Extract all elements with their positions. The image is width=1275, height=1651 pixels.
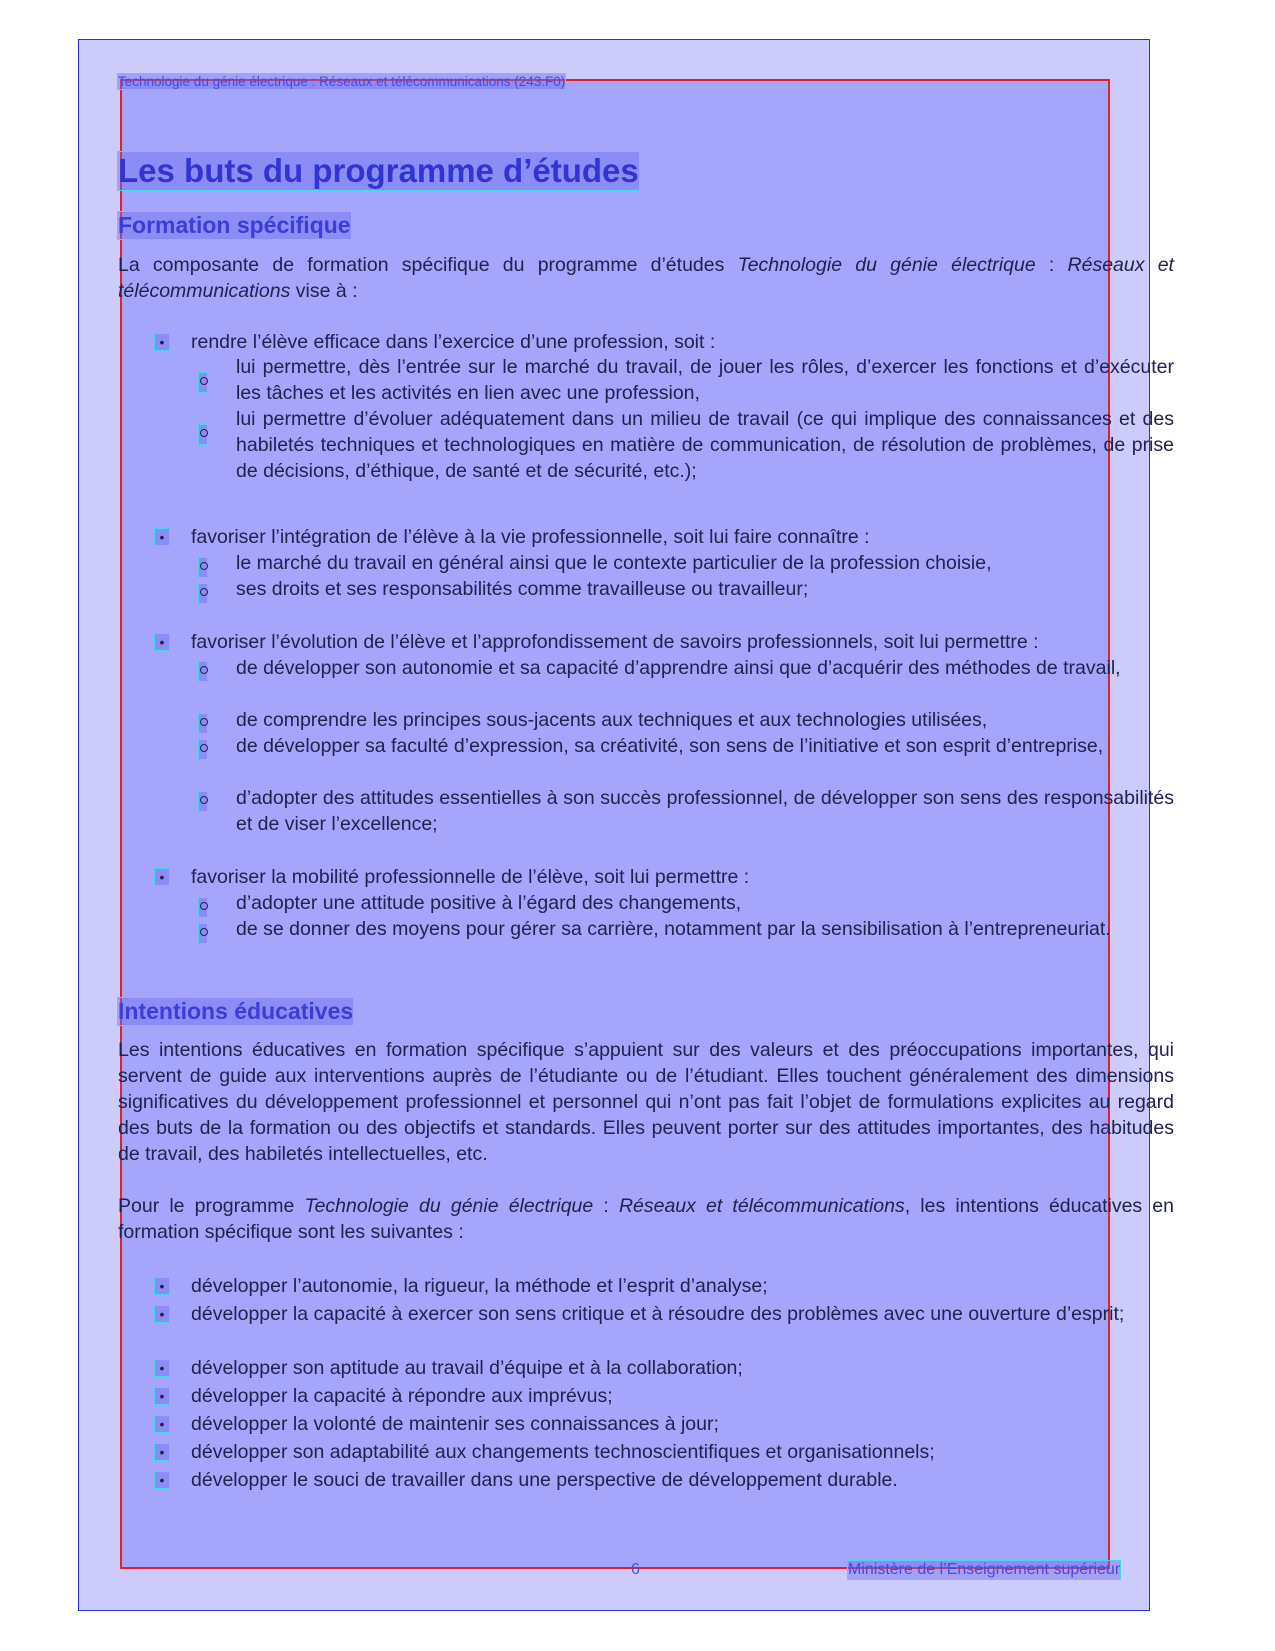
bullet-icon: • (155, 529, 169, 545)
circle-bullet-icon (198, 372, 208, 393)
para2-program-subtitle: Réseaux et télécommunications (618, 1195, 905, 1217)
sub-item: d’adopter des attitudes essentielles à son succès professionnel, de développer son sens des responsabilités et de viser l’excellence; (236, 787, 1174, 835)
circle-bullet-icon (198, 897, 208, 918)
sub-item: de développer son autonomie et sa capacité d’apprendre ainsi que d’acquérir des méthodes de travail, (236, 657, 1121, 679)
page-number: 6 (631, 1561, 640, 1578)
intention-item (155, 1355, 1175, 1381)
intention-item (155, 1467, 1175, 1493)
goal-text: favoriser l’évolution de l’élève et l’approfondissement de savoirs professionnels, soit lui permettre : (191, 631, 1039, 653)
bullet-icon: • (155, 1472, 169, 1488)
sub-item: lui permettre d’évoluer adéquatement dans un milieu de travail (ce qui implique des connaissances et des habiletés techniques et technologiques en matière de communication, de résolution de problèmes, de prise de décisions, d’éthique, de santé et de sécurité, etc.); (236, 408, 1174, 482)
intro-program-subtitle: Réseaux et télécommunications (118, 254, 1174, 302)
para2-program-title: Technologie du génie électrique (304, 1195, 594, 1217)
circle-bullet-icon (198, 791, 208, 812)
goal-text: favoriser l’intégration de l’élève à la vie professionnelle, soit lui faire connaître : (191, 526, 870, 548)
circle-bullet-icon (198, 583, 208, 604)
intention-item (155, 1301, 1175, 1353)
footer-publisher: Ministère de l’Enseignement supérieur (848, 1561, 1121, 1578)
sub-item: de développer sa faculté d’expression, sa créativité, son sens de l’initiative et son esprit d’entreprise, (236, 735, 1104, 757)
intentions-program-paragraph (118, 1193, 1174, 1245)
bullet-icon: • (155, 634, 169, 650)
sub-item: d’adopter une attitude positive à l’égard des changements, (236, 892, 742, 914)
intro-text-b: : (1035, 254, 1068, 276)
intro-program-title: Technologie du génie électrique (737, 254, 1036, 276)
page-title: Les buts du programme d’études (118, 152, 639, 189)
intention-text: développer son aptitude au travail d’équipe et à la collaboration; (191, 1357, 743, 1379)
circle-bullet-icon (198, 557, 208, 578)
circle-bullet-icon (198, 739, 208, 760)
circle-bullet-icon (198, 923, 208, 944)
formation-intro (118, 252, 1174, 304)
sub-item: lui permettre, dès l’entrée sur le marché du travail, de jouer les rôles, d’exercer les fonctions et d’exécuter les tâches et les activités en lien avec une profession, (236, 356, 1174, 404)
goal-text: favoriser la mobilité professionnelle de l’élève, soit lui permettre : (191, 866, 750, 888)
intro-text-c: vise à : (290, 280, 358, 302)
sub-item: ses droits et ses responsabilités comme travailleuse ou travailleur; (236, 578, 809, 600)
para2-text-a: Pour le programme (118, 1195, 305, 1217)
circle-bullet-icon (198, 661, 208, 682)
sub-item: de comprendre les principes sous-jacents aux techniques et aux technologies utilisées, (236, 709, 988, 731)
section-heading-intentions: Intentions éducatives (118, 998, 354, 1024)
intro-text-a: La composante de formation spécifique du programme d’études (118, 254, 738, 276)
bullet-icon: • (155, 1388, 169, 1404)
intention-text: développer le souci de travailler dans une perspective de développement durable. (191, 1469, 898, 1491)
intention-text: développer la capacité à exercer son sens critique et à résoudre des problèmes avec une ouverture d’esprit; (191, 1303, 1125, 1325)
circle-bullet-icon (198, 424, 208, 445)
goal-text: rendre l’élève efficace dans l’exercice d’une profession, soit : (191, 331, 716, 353)
intention-item (155, 1439, 1175, 1465)
para2-text-c: , les intentions éducatives en formation spécifique sont les suivantes : (118, 1195, 1174, 1243)
bullet-icon: • (155, 1416, 169, 1432)
para2-text-b: : (593, 1195, 619, 1217)
intention-item (155, 1411, 1175, 1437)
intention-item (155, 1383, 1175, 1409)
intention-text: développer la capacité à répondre aux imprévus; (191, 1385, 613, 1407)
intention-text: développer la volonté de maintenir ses connaissances à jour; (191, 1413, 719, 1435)
sub-item: le marché du travail en général ainsi que le contexte particulier de la profession choisie, (236, 552, 992, 574)
bullet-icon: • (155, 1278, 169, 1294)
bullet-icon: • (155, 1360, 169, 1376)
bullet-icon: • (155, 1444, 169, 1460)
intention-text: développer son adaptabilité aux changements technoscientifiques et organisationnels; (191, 1441, 935, 1463)
bullet-icon: • (155, 1306, 169, 1322)
intention-text: développer l’autonomie, la rigueur, la méthode et l’esprit d’analyse; (191, 1275, 768, 1297)
section-heading-formation: Formation spécifique (118, 212, 351, 238)
circle-bullet-icon (198, 713, 208, 734)
sub-item: de se donner des moyens pour gérer sa carrière, notamment par la sensibilisation à l’entrepreneuriat. (236, 918, 1111, 940)
intentions-paragraph: Les intentions éducatives en formation spécifique s’appuient sur des valeurs et des préoccupations importantes, qui servent de guide aux interventions auprès de l’étudiante ou de l’étudiant. Elles touchent généralement des dimensions significatives du développement professionnel et personnel qui n’ont pas fait l’objet de formulations explicites au regard des buts de la formation ou des objectifs et standards. Elles peuvent porter sur des attitudes importantes, des habitudes de travail, des habiletés intellectuelles, etc. (118, 1039, 1174, 1165)
bullet-icon: • (155, 334, 169, 350)
bullet-icon: • (155, 869, 169, 885)
intention-item (155, 1273, 1175, 1299)
running-head: Technologie du génie électrique : Réseaux et télécommunications (243.F0) (118, 74, 566, 89)
